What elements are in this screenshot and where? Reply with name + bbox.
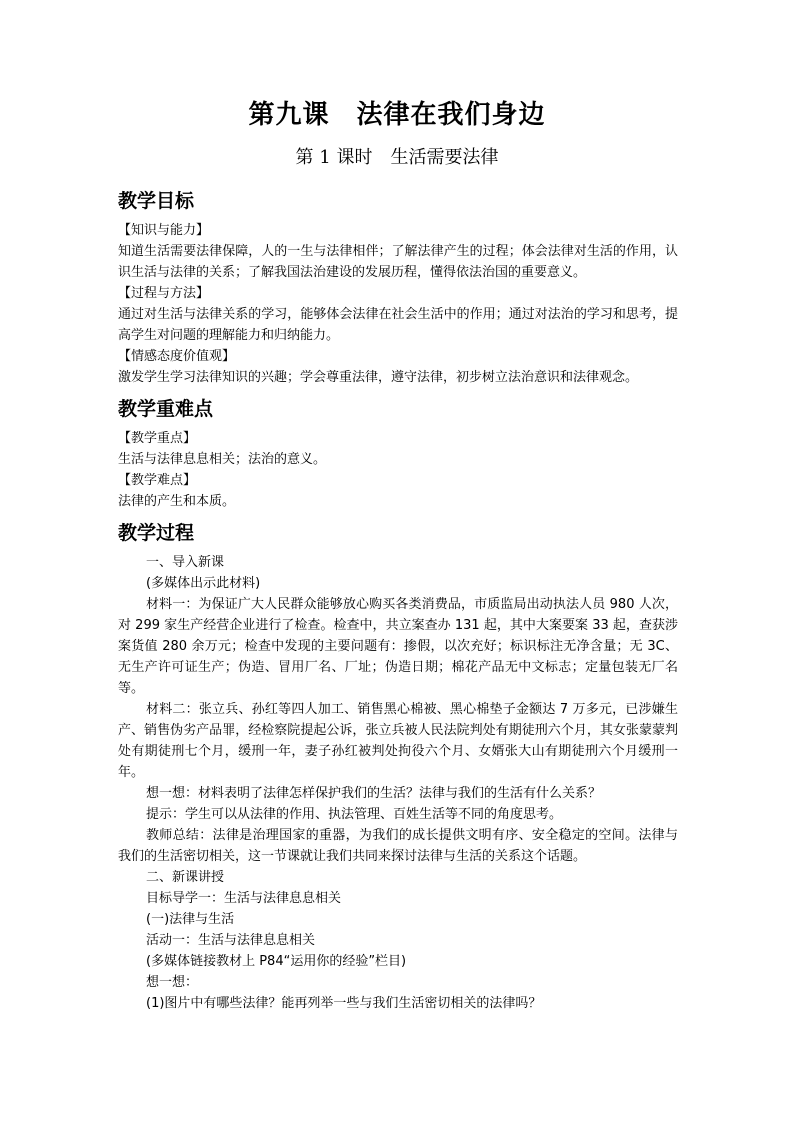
emotion-label: 【情感态度价值观】 bbox=[118, 349, 236, 364]
goal-one: 目标导学一：生活与法律息息相关 bbox=[146, 891, 342, 906]
material-two: 材料二：张立兵、孙红等四人加工、销售黑心棉被、黑心棉垫子金额达 7 万多元，已涉嫌生产、销售伪劣产品罪，经检察院提起公诉，张立兵被人民法院判处有期徒刑六个月，其女张蒙蒙判处有期徒刑七个月，缓刑一年，妻子孙红被判处拘役六个月、女婿张大山有期徒刑六个月缓刑一年。 bbox=[118, 702, 678, 780]
media-note: (多媒体出示此材料) bbox=[146, 576, 261, 591]
process-text: 通过对生活与法律关系的学习，能够体会法律在社会生活中的作用；通过对法治的学习和思考，提高学生对问题的理解能力和归纳能力。 bbox=[118, 307, 678, 343]
emotion-text: 激发学生学习法律知识的兴趣；学会尊重法律，遵守法律，初步树立法治意识和法律观念。 bbox=[118, 370, 639, 385]
hint-text: 提示：学生可以从法律的作用、执法管理、百姓生活等不同的角度思考。 bbox=[146, 807, 563, 822]
think-question: 想一想：材料表明了法律怎样保护我们的生活？法律与我们的生活有什么关系？ bbox=[146, 786, 602, 801]
question-one: (1)图片中有哪些法律？能再列举一些与我们生活密切相关的法律吗？ bbox=[146, 996, 542, 1011]
section-new-lesson: 二、新课讲授 bbox=[146, 870, 225, 885]
material-one: 材料一：为保证广大人民群众能够放心购买各类消费品，市质监局出动执法人员 980 人次，对 299 家生产经营企业进行了检查。检查中，共立案查办 131 起，其中大案要案 33 起，查获涉案货值 280 余万元；检查中发现的主要问题有：掺假，以次充好；标识标注无净含量；无 3C、无生产许可证生产；伪造、冒用厂名、厂址；伪造日期；棉花产品无中文标志；定量包装无厂名等。 bbox=[118, 597, 678, 696]
teacher-summary: 教师总结：法律是治理国家的重器，为我们的成长提供文明有序、安全稳定的空间。法律与我们的生活密切相关，这一节课就让我们共同来探讨法律与生活的关系这个话题。 bbox=[118, 828, 678, 864]
knowledge-text: 知道生活需要法律保障，人的一生与法律相伴；了解法律产生的过程；体会法律对生活的作用，认识生活与法律的关系；了解我国法治建设的发展历程，懂得依法治国的重要意义。 bbox=[118, 244, 678, 280]
focus-label: 【教学重点】 bbox=[118, 431, 197, 446]
think-label: 想一想： bbox=[146, 975, 199, 990]
knowledge-label: 【知识与能力】 bbox=[118, 223, 210, 238]
focus-text: 生活与法律息息相关；法治的意义。 bbox=[118, 452, 327, 467]
difficulty-label: 【教学难点】 bbox=[118, 473, 197, 488]
process-heading: 教学过程 bbox=[118, 522, 195, 544]
activity-one: 活动一：生活与法律息息相关 bbox=[146, 933, 316, 948]
document-body bbox=[118, 186, 678, 1014]
process-label: 【过程与方法】 bbox=[118, 286, 210, 301]
media-link: (多媒体链接教材上 P84“运用你的经验”栏目) bbox=[146, 954, 407, 969]
part-one: (一)法律与生活 bbox=[146, 912, 235, 927]
keypoints-heading: 教学重难点 bbox=[118, 398, 214, 420]
difficulty-text: 法律的产生和本质。 bbox=[118, 494, 236, 509]
objectives-heading: 教学目标 bbox=[118, 190, 195, 212]
lesson-title: 第九课 法律在我们身边 bbox=[248, 100, 546, 130]
section-intro: 一、导入新课 bbox=[146, 555, 225, 570]
lesson-subtitle: 第 1 课时 生活需要法律 bbox=[295, 147, 499, 168]
